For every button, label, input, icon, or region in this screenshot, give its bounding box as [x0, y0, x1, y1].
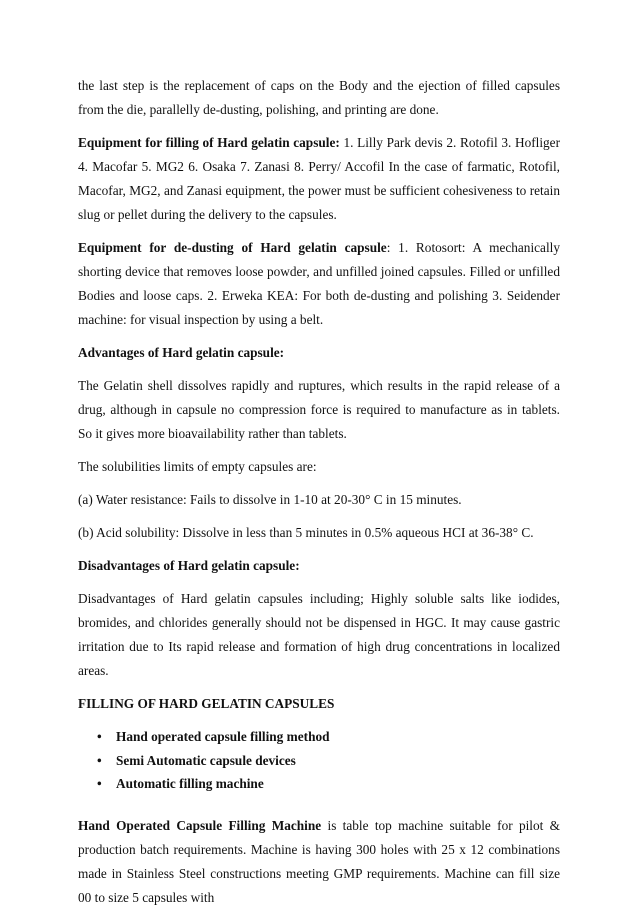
- list-item-label: Semi Automatic capsule devices: [116, 752, 296, 768]
- list-item-label: Automatic filling machine: [116, 776, 264, 791]
- dedusting-equipment-heading: Equipment for de-dusting of Hard gelatin capsule: [78, 240, 387, 255]
- document-page: [78, 74, 560, 919]
- filling-methods-list: [78, 725, 560, 796]
- disadvantages-heading: Disadvantages of Hard gelatin capsule:: [78, 558, 300, 573]
- bullet-icon: •: [97, 752, 102, 768]
- filling-equipment-text: 1. Lilly Park devis 2. Rotofil 3. Hofliger 4. Macofar 5. MG2 6. Osaka 7. Zanasi 8. Perry/ Accofil In the case of farmatic, Rotofil, Macofar, MG2, and Zanasi equipment, the power must be sufficient cohesiveness to retain slug or pellet during the delivery to the capsules.: [78, 135, 561, 222]
- bullet-icon: •: [97, 776, 102, 791]
- dedusting-equipment-text: : 1. Rotosort: A mechanically shorting device that removes loose powder, and unfilled joined capsules. Filled or unfilled Bodies and loose caps. 2. Erweka KEA: For both de-dusting and polishing 3. Seidender machine: for visual inspection by using a belt.: [78, 240, 560, 327]
- paragraph-filling-equipment: [78, 131, 560, 227]
- list-item: [78, 725, 560, 749]
- solubility-intro: The solubilities limits of empty capsules are:: [78, 459, 317, 474]
- list-item: [78, 749, 560, 773]
- spacer: [78, 796, 560, 814]
- filling-equipment-heading: Equipment for filling of Hard gelatin capsule:: [78, 135, 340, 150]
- solubility-item-b: (b) Acid solubility: Dissolve in less than 5 minutes in 0.5% aqueous HCI at 36-38° C.: [78, 525, 534, 540]
- hand-operated-heading: Hand Operated Capsule Filling Machine: [78, 817, 322, 833]
- disadvantages-text: Disadvantages of Hard gelatin capsules including; Highly soluble salts like iodides, bromides, and chlorides generally should not be dispensed in HGC. It may cause gastric irritation due to Its rapid release and formation of high drug concentrations in localized areas.: [78, 591, 560, 678]
- advantages-heading: Advantages of Hard gelatin capsule:: [78, 345, 285, 360]
- paragraph-hand-operated: [78, 814, 560, 910]
- paragraph-intro: the last step is the replacement of caps on the Body and the ejection of filled capsules from the die, parallelly de-dusting, polishing, and printing are done.: [78, 78, 560, 117]
- paragraph-dedusting-equipment: [78, 236, 560, 332]
- advantages-text: The Gelatin shell dissolves rapidly and ruptures, which results in the rapid release of a drug, although in capsule no compression force is required to manufacture as in tablets. So it gives more bioavailability rather than tablets.: [78, 378, 560, 441]
- list-item: [78, 772, 560, 796]
- list-item-label: Hand operated capsule filling method: [116, 729, 330, 744]
- filling-section-heading: FILLING OF HARD GELATIN CAPSULES: [78, 696, 335, 711]
- bullet-icon: •: [97, 729, 102, 744]
- solubility-item-a: (a) Water resistance: Fails to dissolve in 1-10 at 20-30° C in 15 minutes.: [78, 492, 462, 507]
- hand-operated-text: is table top machine suitable for pilot & production batch requirements. Machine is having 300 holes with 25 x 12 combinations made in Stainless Steel constructions meeting GMP requirements. Machine can fill size 00 to size 5 capsules with: [78, 817, 560, 905]
